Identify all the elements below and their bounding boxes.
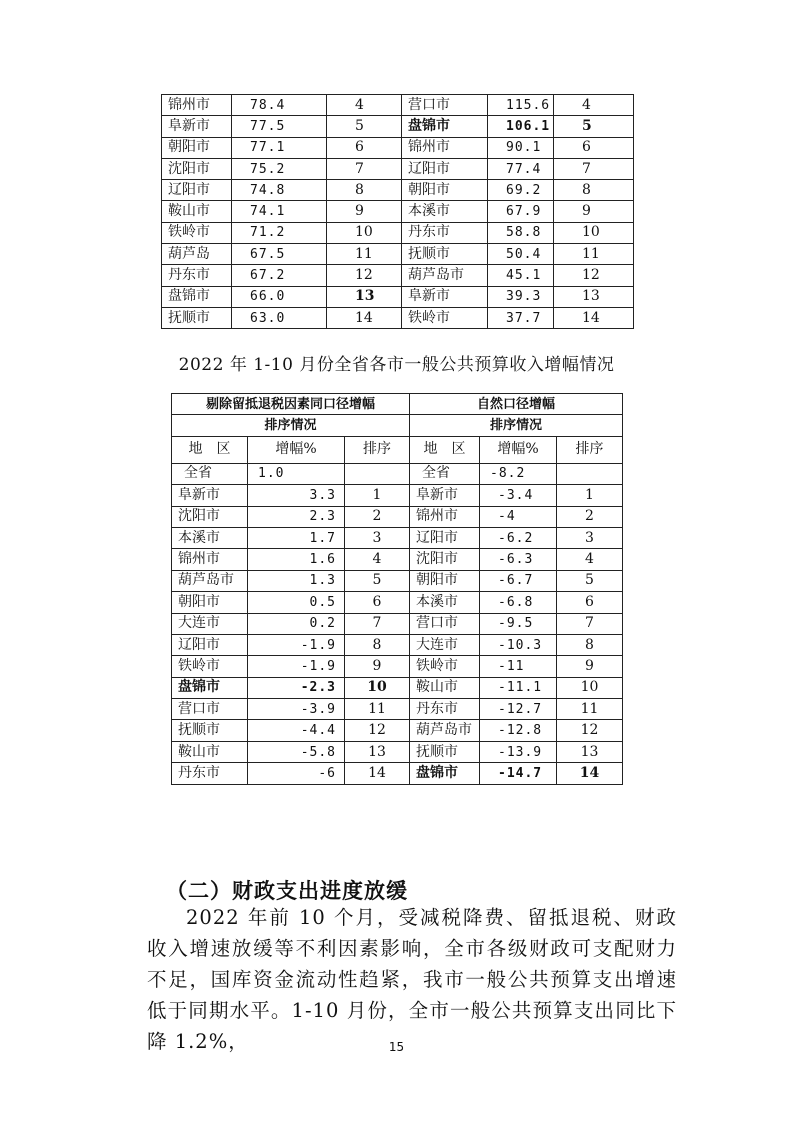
city-right: 营口市 <box>402 95 488 116</box>
city-left: 沈阳市 <box>162 158 232 179</box>
rank-right: 6 <box>557 592 623 613</box>
section-heading: （二）财政支出进度放缓 <box>166 879 408 903</box>
right-rank-header: 排序 <box>557 436 623 463</box>
city-right: 阜新市 <box>410 485 480 506</box>
city-left: 铁岭市 <box>162 222 232 243</box>
province-value-left: 1.0 <box>248 463 345 484</box>
value-right: -6.3 <box>480 549 557 570</box>
rank-left: 4 <box>345 549 410 570</box>
table-row <box>162 222 634 243</box>
table-row <box>162 286 634 307</box>
rank-right: 3 <box>557 527 623 548</box>
revenue-progress-table-body <box>162 95 634 329</box>
rank-left: 3 <box>345 527 410 548</box>
table-row <box>162 180 634 201</box>
table-row <box>172 741 623 762</box>
city-left: 抚顺市 <box>172 720 248 741</box>
rank-left: 4 <box>327 95 402 116</box>
rank-left: 14 <box>327 307 402 328</box>
revenue-progress-table <box>161 94 634 329</box>
rank-right: 4 <box>557 549 623 570</box>
rank-right: 13 <box>557 741 623 762</box>
rank-right: 5 <box>557 570 623 591</box>
rank-right: 10 <box>557 677 623 698</box>
rank-left: 9 <box>345 656 410 677</box>
rank-left: 9 <box>327 201 402 222</box>
rank-left: 10 <box>345 677 410 698</box>
value-left: -1.9 <box>248 634 345 655</box>
table-row <box>162 158 634 179</box>
right-growth-header: 增幅% <box>480 436 557 463</box>
city-left: 本溪市 <box>172 527 248 548</box>
rank-right: 12 <box>557 720 623 741</box>
value-left: 0.2 <box>248 613 345 634</box>
right-sort-header: 排序情况 <box>410 415 623 436</box>
value-right: -6.8 <box>480 592 557 613</box>
right-region-header: 地 区 <box>410 436 480 463</box>
city-left: 铁岭市 <box>172 656 248 677</box>
city-left: 葫芦岛 <box>162 244 232 265</box>
right-group-header: 自然口径增幅 <box>410 394 623 415</box>
revenue-growth-table-body <box>172 485 623 784</box>
city-left: 盘锦市 <box>162 286 232 307</box>
rank-left: 5 <box>345 570 410 591</box>
value-right: 67.9 <box>488 201 554 222</box>
value-right: -6.2 <box>480 527 557 548</box>
rank-right: 5 <box>554 116 634 137</box>
value-left: 74.8 <box>232 180 327 201</box>
table-row <box>162 307 634 328</box>
value-right: -11 <box>480 656 557 677</box>
value-right: -14.7 <box>480 763 557 784</box>
value-right: -9.5 <box>480 613 557 634</box>
value-left: -1.9 <box>248 656 345 677</box>
rank-right: 11 <box>554 244 634 265</box>
left-region-header: 地 区 <box>172 436 248 463</box>
rank-left: 6 <box>327 137 402 158</box>
table-row <box>172 656 623 677</box>
city-right: 本溪市 <box>402 201 488 222</box>
table-row <box>162 201 634 222</box>
value-right: 58.8 <box>488 222 554 243</box>
table-row <box>172 570 623 591</box>
value-right: 69.2 <box>488 180 554 201</box>
rank-left: 13 <box>327 286 402 307</box>
city-left: 锦州市 <box>172 549 248 570</box>
value-right: 45.1 <box>488 265 554 286</box>
value-right: -12.8 <box>480 720 557 741</box>
rank-left: 1 <box>345 485 410 506</box>
value-left: 77.5 <box>232 116 327 137</box>
city-right: 辽阳市 <box>402 158 488 179</box>
rank-left: 14 <box>345 763 410 784</box>
value-left: 75.2 <box>232 158 327 179</box>
table-row <box>162 244 634 265</box>
city-left: 葫芦岛市 <box>172 570 248 591</box>
value-right: -4 <box>480 506 557 527</box>
value-left: 78.4 <box>232 95 327 116</box>
city-right: 盘锦市 <box>402 116 488 137</box>
table-row <box>172 613 623 634</box>
city-right: 抚顺市 <box>410 741 480 762</box>
city-right: 沈阳市 <box>410 549 480 570</box>
rank-right: 4 <box>554 95 634 116</box>
value-left: 63.0 <box>232 307 327 328</box>
table-row <box>172 592 623 613</box>
rank-left: 7 <box>345 613 410 634</box>
rank-left: 2 <box>345 506 410 527</box>
value-right: 77.4 <box>488 158 554 179</box>
city-right: 丹东市 <box>410 699 480 720</box>
province-label-left: 全省 <box>172 463 248 484</box>
rank-right: 9 <box>554 201 634 222</box>
city-left: 朝阳市 <box>162 137 232 158</box>
table-row <box>172 634 623 655</box>
value-left: 3.3 <box>248 485 345 506</box>
city-left: 鞍山市 <box>172 741 248 762</box>
value-right: 37.7 <box>488 307 554 328</box>
province-rank-right <box>557 463 623 484</box>
city-left: 辽阳市 <box>162 180 232 201</box>
value-right: -13.9 <box>480 741 557 762</box>
rank-right: 1 <box>557 485 623 506</box>
city-right: 辽阳市 <box>410 527 480 548</box>
value-right: -6.7 <box>480 570 557 591</box>
rank-right: 9 <box>557 656 623 677</box>
value-left: -6 <box>248 763 345 784</box>
table-row <box>162 95 634 116</box>
city-left: 鞍山市 <box>162 201 232 222</box>
city-left: 阜新市 <box>172 485 248 506</box>
value-left: -4.4 <box>248 720 345 741</box>
rank-left: 13 <box>345 741 410 762</box>
rank-right: 14 <box>554 307 634 328</box>
city-right: 盘锦市 <box>410 763 480 784</box>
table-row <box>162 116 634 137</box>
rank-left: 12 <box>327 265 402 286</box>
value-left: 66.0 <box>232 286 327 307</box>
city-left: 沈阳市 <box>172 506 248 527</box>
city-right: 朝阳市 <box>410 570 480 591</box>
rank-left: 10 <box>327 222 402 243</box>
rank-left: 11 <box>345 699 410 720</box>
city-left: 丹东市 <box>172 763 248 784</box>
table-row <box>172 549 623 570</box>
value-left: 0.5 <box>248 592 345 613</box>
rank-right: 8 <box>554 180 634 201</box>
city-right: 本溪市 <box>410 592 480 613</box>
rank-left: 8 <box>327 180 402 201</box>
city-right: 朝阳市 <box>402 180 488 201</box>
city-right: 铁岭市 <box>402 307 488 328</box>
value-right: 115.6 <box>488 95 554 116</box>
rank-right: 13 <box>554 286 634 307</box>
table-row <box>162 265 634 286</box>
table-row <box>172 485 623 506</box>
rank-right: 12 <box>554 265 634 286</box>
table-row <box>172 720 623 741</box>
value-left: 1.3 <box>248 570 345 591</box>
rank-left: 12 <box>345 720 410 741</box>
city-right: 抚顺市 <box>402 244 488 265</box>
value-left: 77.1 <box>232 137 327 158</box>
table-row <box>172 677 623 698</box>
rank-left: 6 <box>345 592 410 613</box>
value-right: -10.3 <box>480 634 557 655</box>
rank-right: 10 <box>554 222 634 243</box>
value-right: 39.3 <box>488 286 554 307</box>
table-row <box>172 506 623 527</box>
value-right: -12.7 <box>480 699 557 720</box>
value-left: -5.8 <box>248 741 345 762</box>
left-group-header: 剔除留抵退税因素同口径增幅 <box>172 394 410 415</box>
table-caption: 2022 年 1-10 月份全省各市一般公共预算收入增幅情况 <box>178 355 615 375</box>
city-left: 营口市 <box>172 699 248 720</box>
rank-right: 8 <box>557 634 623 655</box>
city-left: 丹东市 <box>162 265 232 286</box>
value-left: -3.9 <box>248 699 345 720</box>
table-row <box>162 137 634 158</box>
province-label-right: 全省 <box>410 463 480 484</box>
value-left: 74.1 <box>232 201 327 222</box>
revenue-growth-table <box>171 393 623 785</box>
table-row <box>172 699 623 720</box>
city-left: 辽阳市 <box>172 634 248 655</box>
city-right: 锦州市 <box>410 506 480 527</box>
city-right: 葫芦岛市 <box>402 265 488 286</box>
page-number: 15 <box>388 1040 405 1054</box>
left-sort-header: 排序情况 <box>172 415 410 436</box>
city-right: 大连市 <box>410 634 480 655</box>
rank-right: 7 <box>557 613 623 634</box>
city-left: 盘锦市 <box>172 677 248 698</box>
rank-left: 5 <box>327 116 402 137</box>
value-right: -11.1 <box>480 677 557 698</box>
city-left: 大连市 <box>172 613 248 634</box>
value-left: 71.2 <box>232 222 327 243</box>
city-left: 朝阳市 <box>172 592 248 613</box>
rank-right: 14 <box>557 763 623 784</box>
value-left: 67.5 <box>232 244 327 265</box>
city-left: 抚顺市 <box>162 307 232 328</box>
value-left: 1.6 <box>248 549 345 570</box>
city-right: 阜新市 <box>402 286 488 307</box>
city-right: 丹东市 <box>402 222 488 243</box>
value-left: 2.3 <box>248 506 345 527</box>
value-right: -3.4 <box>480 485 557 506</box>
left-rank-header: 排序 <box>345 436 410 463</box>
left-growth-header: 增幅% <box>248 436 345 463</box>
city-left: 阜新市 <box>162 116 232 137</box>
rank-left: 8 <box>345 634 410 655</box>
rank-right: 11 <box>557 699 623 720</box>
city-right: 锦州市 <box>402 137 488 158</box>
rank-right: 2 <box>557 506 623 527</box>
rank-left: 11 <box>327 244 402 265</box>
value-right: 90.1 <box>488 137 554 158</box>
province-rank-left <box>345 463 410 484</box>
rank-left: 7 <box>327 158 402 179</box>
paragraph-text: 2022 年前 10 个月，受减税降费、留抵退税、财政收入增速放缓等不利因素影响，全市各级财政可支配财力不足，国库资金流动性趋紧，我市一般公共预算支出增速低于同期水平。1-10 月份，全市一般公共预算支出同比下降 1.2%， <box>147 906 677 1053</box>
value-left: 67.2 <box>232 265 327 286</box>
value-left: 1.7 <box>248 527 345 548</box>
city-right: 铁岭市 <box>410 656 480 677</box>
value-right: 106.1 <box>488 116 554 137</box>
value-right: 50.4 <box>488 244 554 265</box>
city-left: 锦州市 <box>162 95 232 116</box>
city-right: 葫芦岛市 <box>410 720 480 741</box>
province-value-right: -8.2 <box>480 463 557 484</box>
value-left: -2.3 <box>248 677 345 698</box>
rank-right: 6 <box>554 137 634 158</box>
city-right: 鞍山市 <box>410 677 480 698</box>
table-row <box>172 763 623 784</box>
body-paragraph <box>147 902 677 1057</box>
city-right: 营口市 <box>410 613 480 634</box>
rank-right: 7 <box>554 158 634 179</box>
table-row <box>172 527 623 548</box>
